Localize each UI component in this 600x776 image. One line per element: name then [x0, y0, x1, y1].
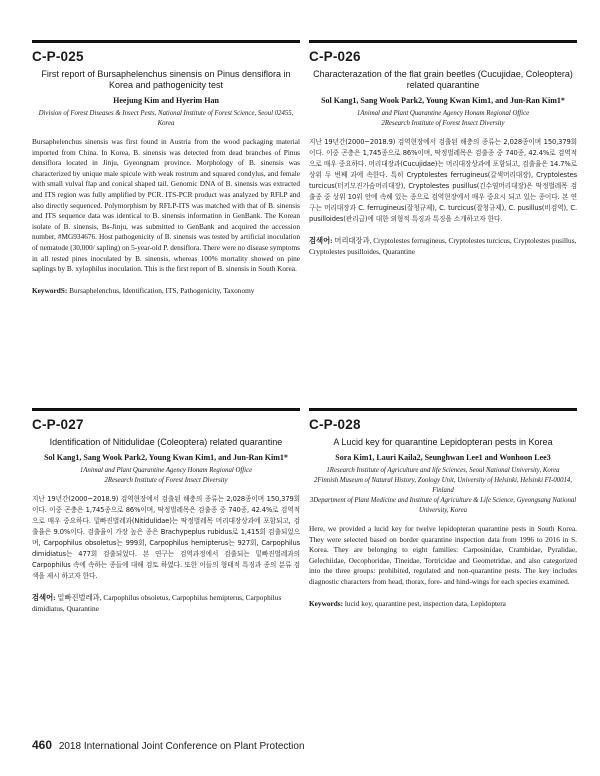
section-rule: [309, 408, 577, 411]
keywords-text: 머리대장과, Cryptolestes ferrugineus, Cryptolestes turcicus, Cryptolestes pusillus, Cryptolestes pusilloides, Quarantine: [309, 236, 577, 256]
abstract-keywords: [32, 285, 300, 296]
abstract-affiliation: 1Animal and Plant Quarantine Agency Honam Regional Office 2Research Institute of Forest Insect Diversity: [356, 110, 530, 127]
abstract-affiliation: 1Animal and Plant Quarantine Agency Honam Regional Office 2Research Institute of Forest Insect Diversity: [79, 467, 253, 484]
keywords-label: 검색어:: [32, 593, 56, 602]
abstract-c-p-027: [32, 408, 300, 614]
abstract-authors: Sol Kang1, Sang Wook Park2, Young Kwan Kim1, and Jun-Ran Kim1*: [44, 453, 288, 462]
abstract-affiliation: Division of Forest Diseases & Insect Pests, National Institute of Forest Science, Seoul 02455, Korea: [38, 110, 294, 127]
abstract-body: 지난 19년간(2000~2018.9) 검역현장에서 검출된 해충의 종류는 2,028종이며 150,379회 이다. 이중 곤충은 1,745종으로 86%이며, 딱정벌레목은 검출종 중 740종, 42.4%로 검역적으로 매우 중요하다. 머리대장과(Cucujidae)는 머리대장상과에 포함되고, 검출율은 14.7%로 상위 두 번째 과에 속한다. 특히 Cryptolestes ferrugineus(갈색머리대장), Cryptolestes turcicus(터키모진가슴머리대장), Cryptolestes pusillus(긴수염머리대장)은 딱정벌레목 검출종 중 상위 10위 안에 속해 있는 종으로 검역현장에서 매우 중요시 되고 있는 종이다. 본 연구는 머리대장과 C. ferrugineus(잘청규제), C. turcicus(잘청규제), C. pusillus(비검역), C. pusilloides(관리급)에 대한 외형적 특징과 특징을 소개하고자 한다.: [309, 138, 577, 223]
abstract-body: Here, we provided a lucid key for twelve lepidopteran quarantine pests in South Korea. They were selected based on border quarantine inspection data from 1996 to 2016 in S. Korea. They are belonging to eight families: Carposinidae, Crambidae, Pyralidae, Gelechiidae, Oecophoridae, Tineidae, Tortricidae and Geometridae, and also categorized into the three groups: prohibited, regulated and non-quarantine pests. The key includes diagnostic characters from head, thorax, fore- and hind-wings for each species examined.: [309, 524, 577, 586]
keywords-text: 밑빠진벌레과, Carpophilus obsoletus, Carpophilus hemipterus, Carpophilus dimidiatus, Quarantine: [32, 593, 282, 613]
abstract-title: A Lucid key for quarantine Lepidopteran pests in Korea: [333, 437, 553, 447]
abstract-body: Bursaphelenchus sinensis was first found in Austria from the wood packaging material imported from China. In Korea, B. sinensis was detected from dead branches of Pinus densiflora located in Jinju, Gyeongnam province. Morphology of B. sinensis was characterized by unique male spicule with weak rostrum and squared condylus, and female with small vulval flap and conical shaped tail. Genomic DNA of B. sinensis was extracted and ITS region was fully amplified by PCR. ITS-PCR product was analyzed by RFLP and also directly sequenced. Polymorphism by RFLP-ITS was matched with that of B. sinensis and ITS sequence data was identical to B. sinensis information in GenBank. The Korean isolate of B. sinensis, Bs-Jinju, was submitted to GenBank and acquired the accession number, #MG934676. Host pathogenicity of B. sinensis was tested by artificial inoculation of nematode (30,000/ sapling) on 5-year-old P. densiflora. There were no disease symptoms in all tested pines inoculated by B. sinensis, whereas 100% mortality showed on pine saplings by B. xylophilus inoculation. This is the first report of B. sinensis in South Korea.: [32, 137, 300, 274]
abstract-title: Identification of Nitidulidae (Coleoptera) related quarantine: [49, 437, 283, 447]
page-number: 460: [32, 738, 53, 752]
abstract-body: 지난 19년간(2000~2018.9) 검역현장에서 검출된 해충의 종류는 2,028종이며 150,379회 이다. 이중 곤충은 1,745종으로 86%이며, 딱정벌레목은 검출종 중 740종, 42.4%로 검역적으로 매우 중요하다. 밑빠진벌레과(Nitidulidae)는 딱정벌레목 머리대장상과에 포함되고, 검출율은 9.0%이다. 검출율이 가장 높은 종은 Brachypeplus rubidus로 1,415회 검출되었으며, Carpophilus obsoletus는 999회, Carpophilus hemipterus는 927회, Carpophilus dimidiatus는 477회 검출되었다. 본 연구는 검역과정에서 검출되는 밑빠진벌레과의 Carpophilus 속에 속하는 종들에 대해 검토 하였다. 또한 이들의 형태적 특징과 종의 분류 검색을 제시 하고자 한다.: [32, 495, 300, 580]
section-rule: [32, 40, 300, 43]
abstract-c-p-028: [309, 408, 577, 609]
keywords-label: KeywordS:: [32, 285, 68, 295]
abstract-c-p-026: [309, 40, 577, 257]
abstract-title: Characterazation of the flat grain beetles (Cucujidae, Coleoptera) related quarantine: [313, 69, 573, 90]
abstract-authors: Sol Kang1, Sang Wook Park2, Young Kwan Kim1, and Jun-Ran Kim1*: [321, 96, 565, 105]
abstract-affiliation: 1Research Institute of Agriculture and life Sciences, Seoul National University, Korea 2Finnish Museum of Natural History, Zoology Unit, University of Helsinki, Helsinki FI-00014, Finland 3Department of Plant Medicine and Institute of Agriculture & Life Science, Gyeongsang National University, Korea: [309, 467, 577, 514]
keywords-label: Keywords:: [309, 598, 344, 608]
abstract-code: C-P-026: [309, 49, 361, 64]
conference-name: 2018 International Joint Conference on Plant Protection: [58, 741, 305, 752]
abstract-code: C-P-028: [309, 417, 361, 432]
keywords-text: Bursaphelenchus, Identification, ITS, Pathogenicity, Taxonomy: [69, 285, 255, 295]
abstract-authors: Sora Kim1, Lauri Kaila2, Seunghwan Lee1 and Wonhoon Lee3: [335, 453, 551, 462]
abstract-code: C-P-027: [32, 417, 84, 432]
abstract-title: First report of Bursaphelenchus sinensis on Pinus densiflora in Korea and pathogenicity test: [41, 69, 291, 90]
abstract-keywords: [309, 235, 577, 257]
abstract-keywords: [32, 592, 300, 614]
section-rule: [309, 40, 577, 43]
abstract-keywords: [309, 598, 577, 609]
page-footer: [32, 738, 305, 752]
abstract-authors: Heejung Kim and Hyerim Han: [113, 96, 219, 105]
abstract-c-p-025: [32, 40, 300, 296]
keywords-text: lucid key, quarantine pest, inspection data, Lepidoptera: [344, 598, 506, 608]
keywords-label: 검색어:: [309, 236, 333, 245]
section-rule: [32, 408, 300, 411]
abstract-code: C-P-025: [32, 49, 84, 64]
